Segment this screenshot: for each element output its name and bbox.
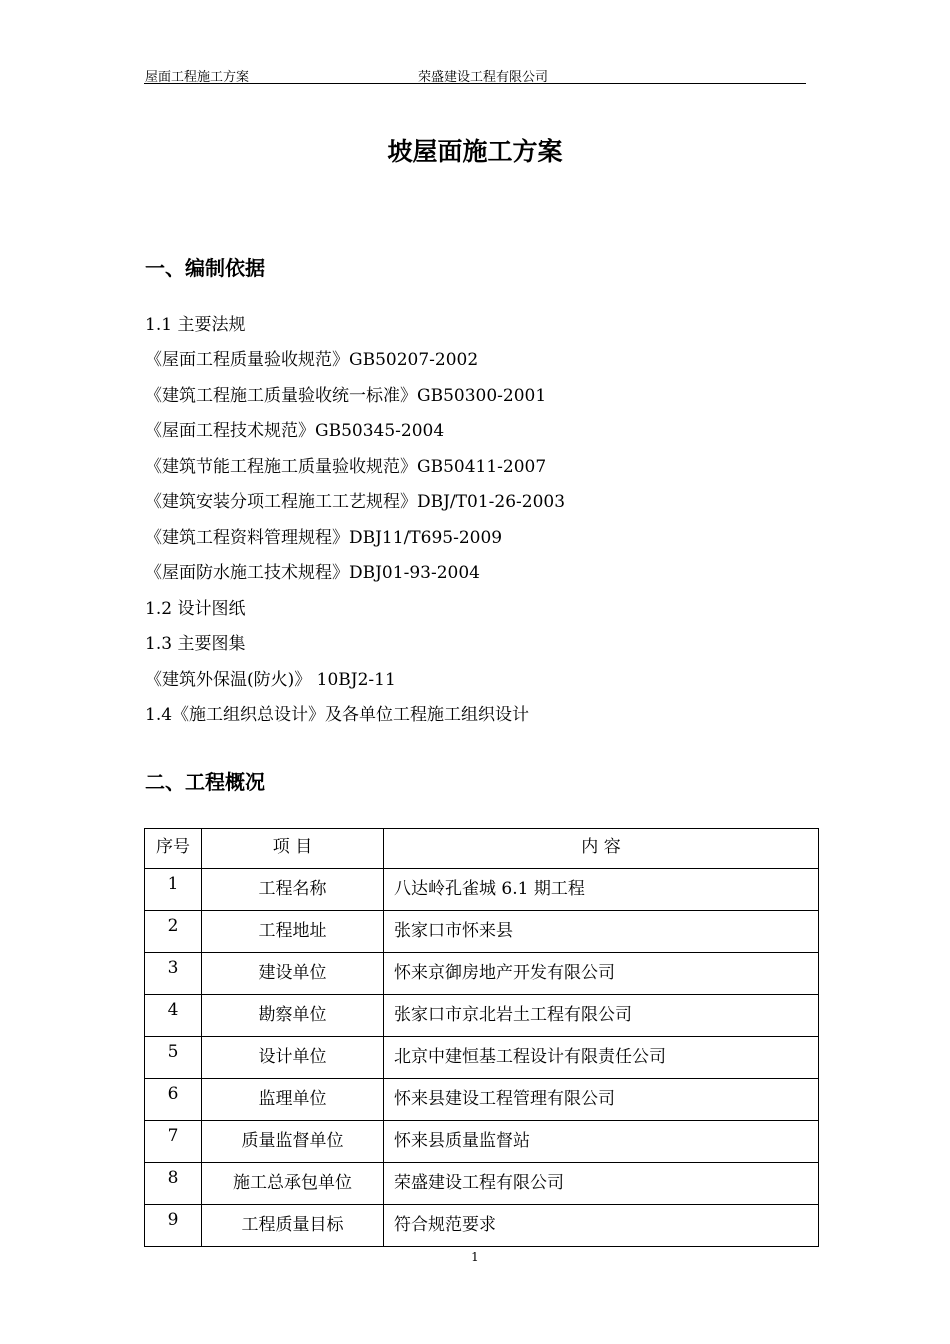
table-row [145, 869, 819, 911]
table-cell: 7 [145, 1121, 202, 1163]
table-cell: 荣盛建设工程有限公司 [384, 1163, 819, 1205]
table-cell: 建设单位 [202, 953, 384, 995]
section-heading-basis: 一、编制依据 [145, 256, 265, 280]
document-title: 坡屋面施工方案 [387, 137, 563, 166]
table-header-cell: 项 目 [202, 829, 384, 869]
table-cell: 5 [145, 1037, 202, 1079]
table-header-row [145, 829, 819, 869]
table-cell: 1 [145, 869, 202, 911]
header-right-text: 荣盛建设工程有限公司 [418, 70, 549, 85]
basis-line: 《建筑节能工程施工质量验收规范》GB50411-2007 [145, 457, 547, 477]
table-cell: 8 [145, 1163, 202, 1205]
basis-line: 1.4《施工组织总设计》及各单位工程施工组织设计 [145, 705, 530, 725]
table-cell: 设计单位 [202, 1037, 384, 1079]
page-number: 1 [471, 1250, 479, 1264]
table-cell: 张家口市京北岩土工程有限公司 [384, 995, 819, 1037]
basis-line: 《屋面工程技术规范》GB50345-2004 [145, 421, 445, 441]
table-cell: 工程名称 [202, 869, 384, 911]
table-cell: 2 [145, 911, 202, 953]
basis-line: 1.2 设计图纸 [145, 599, 246, 619]
basis-line: 《建筑工程施工质量验收统一标准》GB50300-2001 [145, 386, 547, 406]
table-row [145, 1163, 819, 1205]
table-row [145, 1037, 819, 1079]
table-row [145, 995, 819, 1037]
table-cell: 工程地址 [202, 911, 384, 953]
table-cell: 八达岭孔雀城 6.1 期工程 [384, 869, 819, 911]
table-row [145, 911, 819, 953]
table-row [145, 953, 819, 995]
table-cell: 符合规范要求 [384, 1205, 819, 1247]
table-cell: 4 [145, 995, 202, 1037]
basis-line: 《屋面防水施工技术规程》DBJ01-93-2004 [145, 563, 480, 583]
basis-line: 《屋面工程质量验收规范》GB50207-2002 [145, 350, 479, 370]
table-cell: 张家口市怀来县 [384, 911, 819, 953]
table-cell: 监理单位 [202, 1079, 384, 1121]
section-heading-overview: 二、工程概况 [145, 770, 265, 794]
table-header-cell: 序号 [145, 829, 202, 869]
table-cell: 勘察单位 [202, 995, 384, 1037]
table-cell: 6 [145, 1079, 202, 1121]
table-row [145, 1205, 819, 1247]
basis-line: 《建筑外保温(防火)》 10BJ2-11 [145, 670, 396, 690]
basis-line: 《建筑工程资料管理规程》DBJ11/T695-2009 [145, 528, 503, 548]
table-cell: 3 [145, 953, 202, 995]
table-cell: 怀来县建设工程管理有限公司 [384, 1079, 819, 1121]
table-cell: 工程质量目标 [202, 1205, 384, 1247]
basis-line: 1.1 主要法规 [145, 315, 246, 335]
table-cell: 北京中建恒基工程设计有限责任公司 [384, 1037, 819, 1079]
basis-line: 1.3 主要图集 [145, 634, 246, 654]
table-cell: 怀来京御房地产开发有限公司 [384, 953, 819, 995]
header-left-text: 屋面工程施工方案 [145, 70, 250, 85]
basis-line: 《建筑安装分项工程施工工艺规程》DBJ/T01-26-2003 [145, 492, 566, 512]
table-row [145, 1121, 819, 1163]
table-header-cell: 内 容 [384, 829, 819, 869]
table-row [145, 1079, 819, 1121]
table-cell: 施工总承包单位 [202, 1163, 384, 1205]
table-cell: 9 [145, 1205, 202, 1247]
header-divider [144, 83, 806, 84]
table-cell: 质量监督单位 [202, 1121, 384, 1163]
table-cell: 怀来县质量监督站 [384, 1121, 819, 1163]
project-overview-table [144, 828, 819, 1247]
